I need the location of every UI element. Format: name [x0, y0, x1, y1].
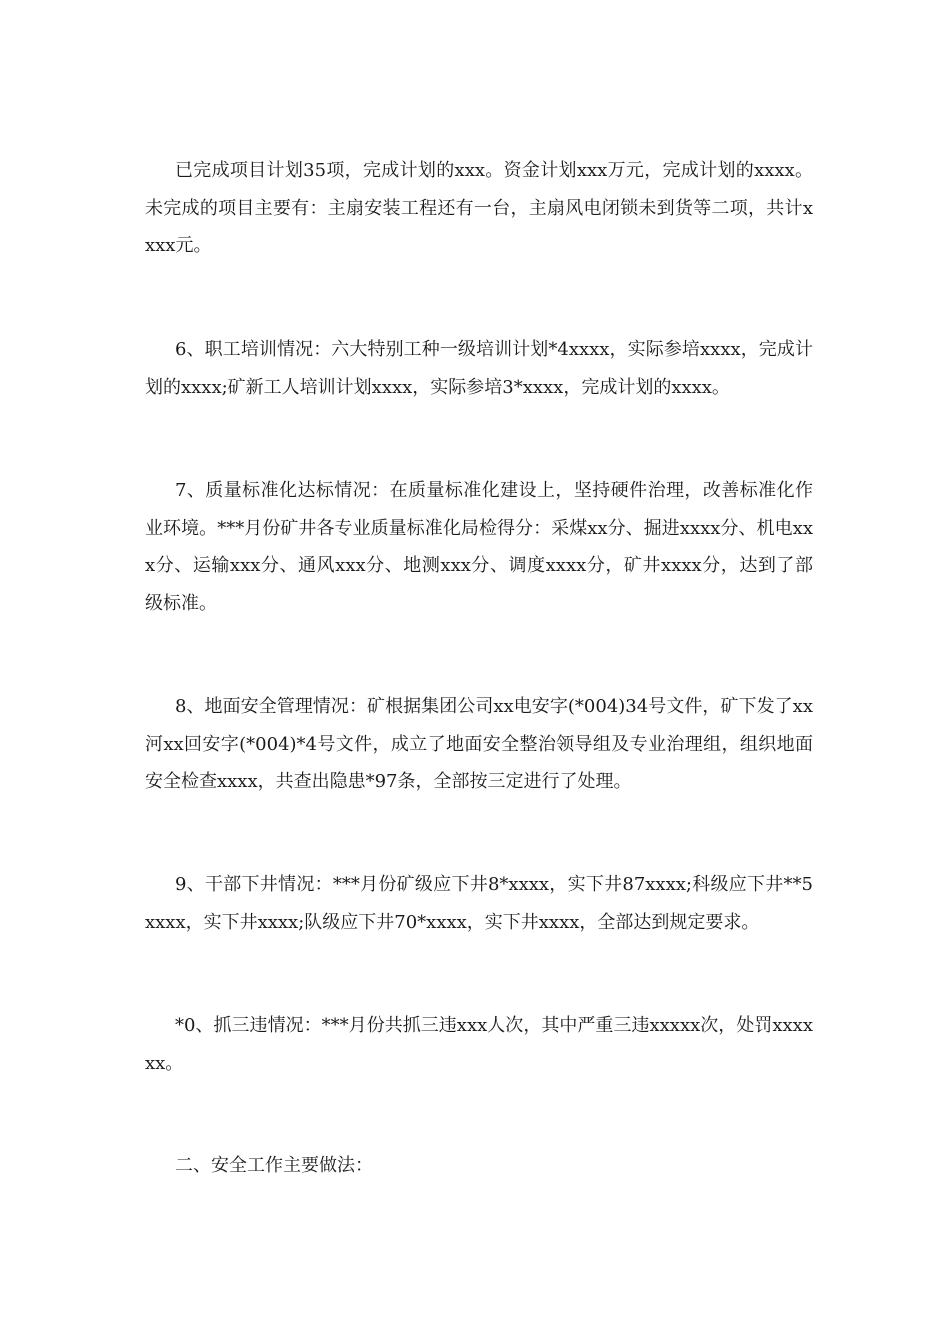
- paragraph-three-violations: *0、抓三违情况：***月份共抓三违xxx人次，其中严重三违xxxxx次，处罚xxxxxx。: [145, 1015, 813, 1074]
- section-heading-safety-measures: 二、安全工作主要做法：: [175, 1155, 373, 1176]
- paragraph-project-plan: 已完成项目计划35项，完成计划的xxx。资金计划xxx万元，完成计划的xxxx。未完成的项目主要有：主扇安装工程还有一台，主扇风电闭锁未到货等二项，共计xxxx元。: [145, 160, 813, 256]
- paragraph-quality-standardization: 7、质量标准化达标情况：在质量标准化建设上，坚持硬件治理，改善标准化作业环境。***月份矿井各专业质量标准化局检得分：采煤xx分、掘进xxxx分、机电xxx分、运输xxx分、通风xxx分、地测xxx分、调度xxxx分，矿井xxxx分，达到了部级标准。: [145, 480, 813, 614]
- paragraph-staff-training: 6、职工培训情况：六大特别工种一级培训计划*4xxxx，实际参培xxxx，完成计划的xxxx;矿新工人培训计划xxxx，实际参培3*xxxx，完成计划的xxxx。: [145, 339, 813, 398]
- paragraph-cadre-underground: 9、干部下井情况：***月份矿级应下井8*xxxx，实下井87xxxx;科级应下井**5xxxx，实下井xxxx;队级应下井70*xxxx，实下井xxxx，全部达到规定要求。: [145, 874, 813, 933]
- paragraph-ground-safety: 8、地面安全管理情况：矿根据集团公司xx电安字(*004)34号文件，矿下发了xx河xx回安字(*004)*4号文件，成立了地面安全整治领导组及专业治理组，组织地面安全检查xxxx，共查出隐患*97条，全部按三定进行了处理。: [145, 696, 813, 792]
